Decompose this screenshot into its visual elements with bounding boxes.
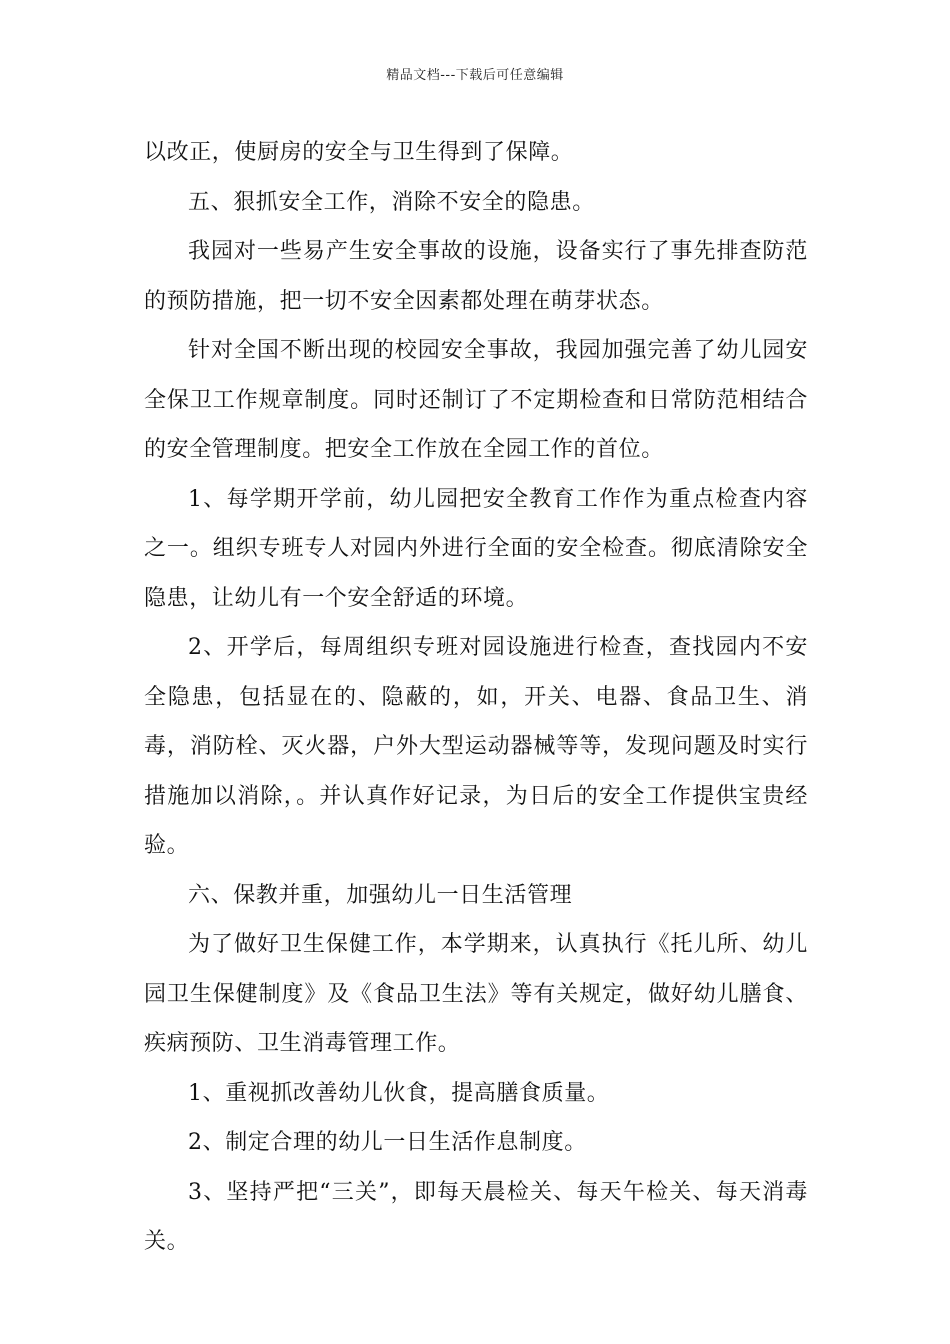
- paragraph-3: 针对全国不断出现的校园安全事故，我园加强完善了幼儿园安全保卫工作规章制度。同时还制订了不定期检查和日常防范相结合的安全管理制度。把安全工作放在全园工作的首位。: [144, 338, 808, 462]
- document-body: [144, 128, 808, 1267]
- list-item-2: 2、开学后，每周组织专班对园设施进行检查，查找园内不安全隐患，包括显在的、隐蔽的，如，开关、电器、食品卫生、消毒，消防栓、灭火器，户外大型运动器械等等，发现问题及时实行措施加以消除，。并认真作好记录，为日后的安全工作提供宝贵经验。: [144, 635, 808, 858]
- list-item-3: 1、重视抓改善幼儿伙食，提高膳食质量。: [188, 1080, 610, 1106]
- section-heading-6: 六、保教并重，加强幼儿一日生活管理: [188, 882, 573, 908]
- list-item-1: 1、每学期开学前，幼儿园把安全教育工作作为重点检查内容之一。组织专班专人对园内外进行全面的安全检查。彻底清除安全隐患，让幼儿有一个安全舒适的环境。: [144, 486, 808, 611]
- paragraph-4: 为了做好卫生保健工作，本学期来，认真执行《托儿所、幼儿园卫生保健制度》及《食品卫生法》等有关规定，做好幼儿膳食、疾病预防、卫生消毒管理工作。: [144, 932, 808, 1056]
- page-header: 精品文档---下载后可任意编辑: [386, 68, 564, 83]
- paragraph-2: 我园对一些易产生安全事故的设施，设备实行了事先排查防范的预防措施，把一切不安全因素都处理在萌芽状态。: [144, 239, 808, 314]
- section-heading-5: 五、狠抓安全工作，消除不安全的隐患。: [188, 189, 595, 215]
- paragraph-1: 以改正，使厨房的安全与卫生得到了保障。: [144, 140, 574, 165]
- list-item-5: 3、坚持严把“三关”，即每天晨检关、每天午检关、每天消毒关。: [144, 1179, 808, 1254]
- list-item-4: 2、制定合理的幼儿一日生活作息制度。: [188, 1130, 587, 1155]
